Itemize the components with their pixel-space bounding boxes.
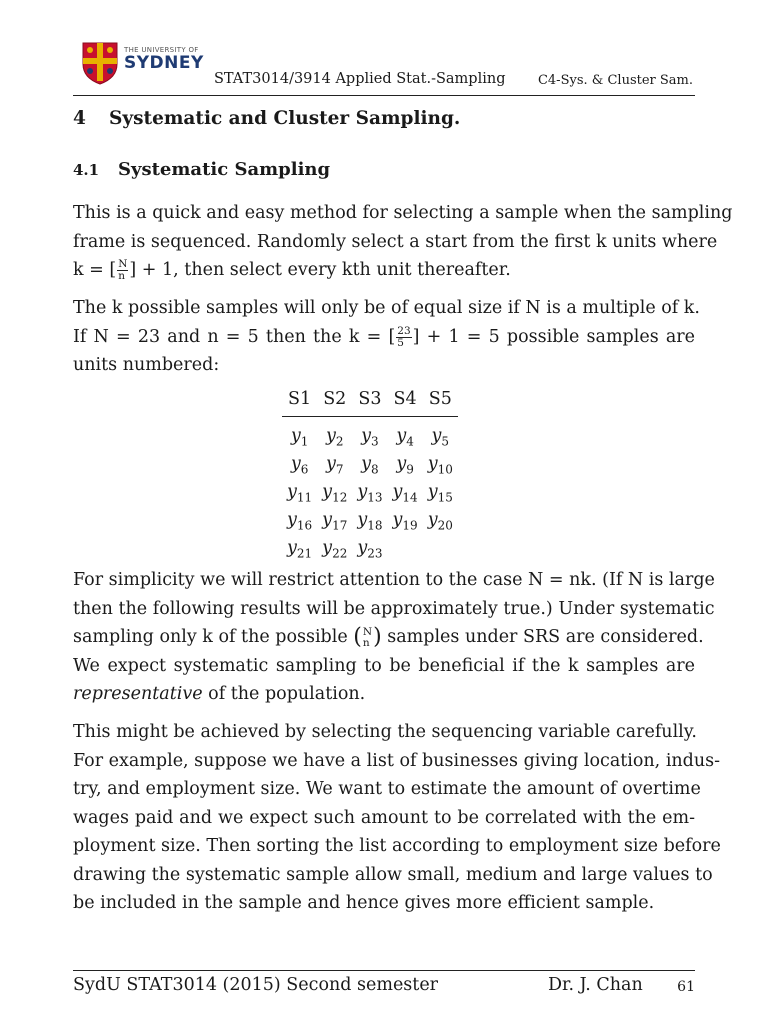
- table-cell: $y_{23}$: [357, 537, 383, 561]
- table-cell: $y_{21}$: [287, 537, 313, 561]
- paragraph-samples: [73, 294, 700, 380]
- table-cell: $y_{19}$: [392, 509, 418, 533]
- table-cell: $y_{13}$: [357, 481, 383, 505]
- table-cell: $y_{10}$: [427, 453, 453, 477]
- subsection-heading: [73, 159, 330, 180]
- logo-wordmark: SYDNEY: [124, 53, 204, 73]
- subsection-title: Systematic Sampling: [118, 159, 331, 180]
- text-line: For simplicity we will restrict attention to the case N = nk. (If N is large: [73, 570, 715, 590]
- table-row: [282, 479, 458, 507]
- section-heading: [73, 108, 460, 129]
- text-line: be included in the sample and hence gives more efficient sample.: [73, 893, 655, 913]
- table-header-cell: S1: [282, 388, 317, 417]
- section-title: Systematic and Cluster Sampling.: [109, 108, 461, 129]
- table-cell: $y_{16}$: [287, 509, 313, 533]
- table-cell: $y_3$: [361, 425, 379, 449]
- table-cell: $y_2$: [325, 425, 344, 449]
- table-header-cell: S5: [423, 388, 458, 417]
- table-cell: $y_9$: [396, 453, 414, 477]
- logo-caption: THE UNIVERSITY OF: [124, 46, 199, 54]
- text-line: The k possible samples will only be of equal size if N is a multiple of k.: [73, 298, 700, 318]
- university-logo: [80, 40, 204, 86]
- table-cell: $y_8$: [361, 453, 379, 477]
- table-cell: $y_{14}$: [392, 481, 418, 505]
- text-line: wages paid and we expect such amount to be correlated with the em-: [73, 807, 695, 828]
- text-line: ployment size. Then sorting the list according to employment size before: [73, 836, 721, 856]
- table-cell: $y_{18}$: [357, 509, 383, 533]
- text-line: units numbered:: [73, 355, 220, 375]
- table-cell: $y_{15}$: [427, 481, 453, 505]
- table-cell: $y_{11}$: [287, 481, 313, 505]
- fraction: $\frac{N}{n}$: [118, 258, 128, 282]
- table-cell: [388, 535, 423, 563]
- course-title: STAT3014/3914 Applied Stat.-Sampling: [214, 71, 506, 87]
- text-line: sampling only k of the possible ( N n ) samples under SRS are considered.: [73, 624, 704, 650]
- table-header-cell: S3: [352, 388, 387, 417]
- text-line: For example, suppose we have a list of businesses giving location, indus-: [73, 750, 721, 771]
- table-cell: $y_6$: [290, 453, 309, 477]
- table-cell: $y_7$: [325, 453, 344, 477]
- section-number: 4: [73, 108, 86, 129]
- text-line: drawing the systematic sample allow small, medium and large values to: [73, 864, 713, 885]
- text-line: This is a quick and easy method for selecting a sample when the sampling: [73, 203, 733, 223]
- table-cell: [423, 535, 458, 563]
- paragraph-example: [73, 718, 721, 918]
- footer-rule: [73, 970, 695, 971]
- text-line: try, and employment size. We want to estimate the amount of overtime: [73, 779, 701, 799]
- paragraph-restriction: [73, 566, 715, 709]
- crest-icon: [80, 40, 120, 86]
- table-cell: $y_{22}$: [322, 537, 348, 561]
- table-row: [282, 507, 458, 535]
- chapter-label: C4-Sys. & Cluster Sam.: [537, 73, 693, 88]
- footer-course: SydU STAT3014 (2015) Second semester: [73, 975, 439, 995]
- text-line: If N = 23 and n = 5 then the k = [ $\frac{23}{5}$ ] + 1 = 5 possible samples are: [73, 324, 695, 349]
- header-rule: [73, 95, 695, 96]
- footer-author: Dr. J. Chan: [548, 975, 643, 995]
- table-cell: $y_{17}$: [322, 509, 348, 533]
- text-line: We expect systematic sampling to be beneficial if the k samples are: [73, 655, 695, 676]
- fraction: $\frac{23}{5}$: [397, 324, 411, 349]
- table-row: [282, 417, 458, 452]
- table-cell: $y_5$: [431, 425, 450, 449]
- page-number: 61: [677, 979, 695, 995]
- binomial: N n: [362, 625, 373, 649]
- paragraph-intro: [73, 199, 733, 285]
- text-line: then the following results will be approximately true.) Under systematic: [73, 598, 715, 619]
- table-cell: $y_4$: [396, 425, 414, 449]
- text-line: This might be achieved by selecting the sequencing variable carefully.: [73, 722, 697, 742]
- subsection-number: 4.1: [73, 161, 100, 179]
- table-cell: $y_{12}$: [322, 481, 348, 505]
- table-cell: $y_{20}$: [427, 509, 453, 533]
- table-header-cell: S2: [317, 388, 352, 417]
- text-line: frame is sequenced. Randomly select a start from the first k units where: [73, 231, 718, 252]
- samples-table: [282, 388, 458, 563]
- table-cell: $y_1$: [290, 425, 309, 449]
- text-line: k = [ $\frac{N}{n}$ ] + 1, then select every kth unit thereafter.: [73, 258, 511, 282]
- table-row: [282, 451, 458, 479]
- table-header-cell: S4: [388, 388, 423, 417]
- text-line: representative of the population.: [73, 684, 366, 705]
- table-row: [282, 535, 458, 563]
